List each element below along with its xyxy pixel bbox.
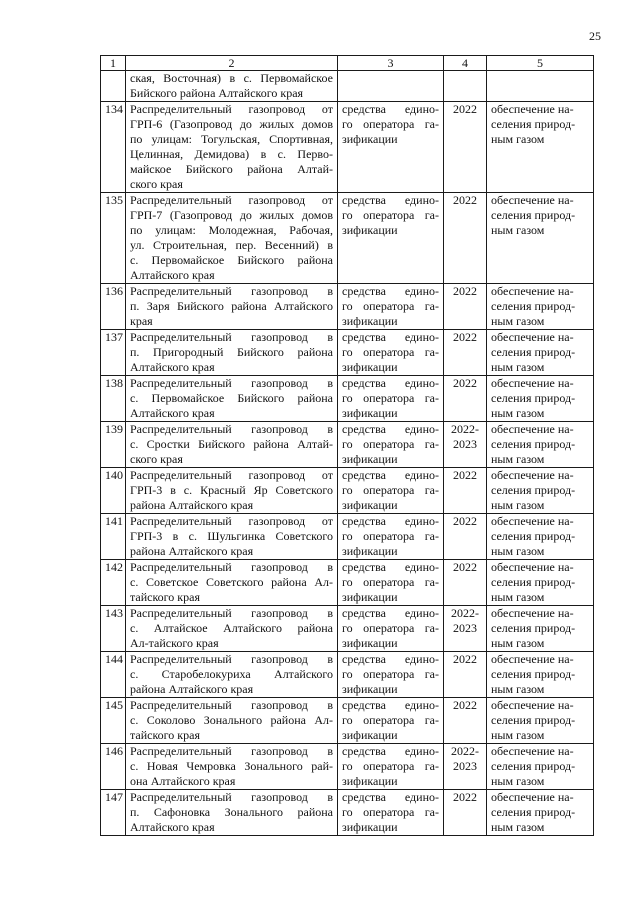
funding-source-cell: [338, 652, 444, 698]
cell-text-line: зификации: [342, 544, 398, 558]
cell-text-line: Распределительный газопровод в: [130, 698, 333, 712]
cell-text-line: обеспечение на-: [491, 652, 574, 666]
table-row: [101, 790, 594, 836]
purpose-cell: [487, 698, 594, 744]
cell-text-line: зификации: [342, 636, 398, 650]
cell-text-line: 2022-: [451, 422, 479, 436]
cell-text-line: го оператора га-: [342, 667, 439, 681]
cell-text-line: селения природ-: [491, 667, 576, 681]
cell-text-line: Распределительный газопровод в: [130, 284, 333, 298]
purpose-cell: [487, 330, 594, 376]
cell-text-line: Распределительный газопровод от: [130, 514, 333, 528]
cell-text-line: обеспечение на-: [491, 560, 574, 574]
cell-text-line: обеспечение на-: [491, 514, 574, 528]
cell-text-line: селения природ-: [491, 208, 576, 222]
year-cell: [444, 698, 487, 744]
cell-text-line: селения природ-: [491, 117, 576, 131]
cell-text-line: средства едино-: [342, 376, 439, 390]
cell-text-line: 2022: [453, 698, 477, 712]
row-number-cell: 136: [101, 284, 126, 330]
cell-text-line: 2022: [453, 376, 477, 390]
table-row: [101, 102, 594, 193]
object-name-cell: [126, 284, 338, 330]
cell-text-line: 2022: [453, 102, 477, 116]
cell-text-line: обеспечение на-: [491, 193, 574, 207]
cell-text-line: района Алтайского края: [130, 682, 254, 696]
cell-text-line: средства едино-: [342, 790, 439, 804]
row-number-cell: 140: [101, 468, 126, 514]
cell-text-line: края: [130, 314, 153, 328]
cell-text-line: го оператора га-: [342, 621, 439, 635]
row-number-cell: 142: [101, 560, 126, 606]
cell-text-line: майское Бийского района Алтай-: [130, 162, 333, 176]
cell-text-line: обеспечение на-: [491, 468, 574, 482]
object-name-cell: [126, 330, 338, 376]
object-name-cell: [126, 422, 338, 468]
cell-text-line: го оператора га-: [342, 575, 439, 589]
cell-text-line: ская, Восточная) в с. Первомайское: [130, 71, 333, 85]
cell-text-line: средства едино-: [342, 698, 439, 712]
cell-text-line: Распределительный газопровод в: [130, 652, 333, 666]
cell-text-line: ным газом: [491, 682, 545, 696]
object-name-cell: [126, 652, 338, 698]
cell-text-line: средства едино-: [342, 422, 439, 436]
cell-text-line: средства едино-: [342, 514, 439, 528]
cell-text-line: Бийского района Алтайского края: [130, 86, 304, 100]
year-cell: [444, 652, 487, 698]
row-number-cell: 147: [101, 790, 126, 836]
table-row: [101, 560, 594, 606]
cell-text-line: го оператора га-: [342, 437, 439, 451]
purpose-cell: [487, 790, 594, 836]
cell-text-line: 2023: [453, 437, 477, 451]
cell-text-line: с. Сростки Бийского района Алтай-: [130, 437, 333, 451]
header-row: [101, 56, 594, 71]
cell-text-line: 2023: [453, 621, 477, 635]
cell-text-line: ным газом: [491, 406, 545, 420]
year-cell: [444, 102, 487, 193]
row-number-cell: 139: [101, 422, 126, 468]
cell-text-line: зификации: [342, 590, 398, 604]
column-header: 1: [101, 56, 126, 71]
cell-text-line: ского края: [130, 452, 183, 466]
cell-text-line: ным газом: [491, 590, 545, 604]
cell-text-line: Распределительный газопровод в: [130, 422, 333, 436]
cell-text-line: 2022: [453, 560, 477, 574]
row-number-cell: 137: [101, 330, 126, 376]
funding-source-cell: [338, 193, 444, 284]
funding-source-cell: [338, 744, 444, 790]
cell-text-line: 2022-: [451, 606, 479, 620]
cell-text-line: с. Советское Советского района Ал-: [130, 575, 333, 589]
cell-text-line: селения природ-: [491, 391, 576, 405]
cell-text-line: ГРП-3 в с. Шульгинка Советского: [130, 529, 333, 543]
row-number-cell: [101, 71, 126, 102]
table-row: [101, 71, 594, 102]
row-number-cell: 145: [101, 698, 126, 744]
cell-text-line: ГРП-7 (Газопровод до жилых домов: [130, 208, 333, 222]
cell-text-line: зификации: [342, 314, 398, 328]
cell-text-line: Алтайского края: [130, 268, 215, 282]
cell-text-line: Ал-тайского края: [130, 636, 219, 650]
cell-text-line: п. Сафоновка Зонального района: [130, 805, 333, 819]
cell-text-line: селения природ-: [491, 299, 576, 313]
cell-text-line: п. Пригородный Бийского района: [130, 345, 333, 359]
cell-text-line: селения природ-: [491, 345, 576, 359]
cell-text-line: района Алтайского края: [130, 498, 254, 512]
cell-text-line: селения природ-: [491, 437, 576, 451]
cell-text-line: с. Соколово Зонального района Ал-: [130, 713, 333, 727]
purpose-cell: [487, 652, 594, 698]
cell-text-line: с. Старобелокуриха Алтайского: [130, 667, 333, 681]
year-cell: [444, 606, 487, 652]
cell-text-line: 2022-: [451, 744, 479, 758]
year-cell: [444, 376, 487, 422]
cell-text-line: средства едино-: [342, 606, 439, 620]
cell-text-line: обеспечение на-: [491, 744, 574, 758]
cell-text-line: зификации: [342, 132, 398, 146]
year-cell: [444, 330, 487, 376]
object-name-cell: [126, 698, 338, 744]
cell-text-line: го оператора га-: [342, 805, 439, 819]
funding-source-cell: [338, 71, 444, 102]
cell-text-line: Распределительный газопровод в: [130, 606, 333, 620]
cell-text-line: средства едино-: [342, 193, 439, 207]
purpose-cell: [487, 102, 594, 193]
cell-text-line: селения природ-: [491, 759, 576, 773]
cell-text-line: обеспечение на-: [491, 422, 574, 436]
cell-text-line: 2022: [453, 652, 477, 666]
cell-text-line: зификации: [342, 406, 398, 420]
page-number: 25: [589, 29, 601, 43]
table-row: [101, 698, 594, 744]
cell-text-line: ным газом: [491, 774, 545, 788]
object-name-cell: [126, 102, 338, 193]
cell-text-line: зификации: [342, 498, 398, 512]
cell-text-line: ным газом: [491, 636, 545, 650]
cell-text-line: ным газом: [491, 132, 545, 146]
table-body: [101, 71, 594, 836]
object-name-cell: [126, 468, 338, 514]
cell-text-line: с. Первомайское Бийского района: [130, 253, 333, 267]
cell-text-line: ным газом: [491, 498, 545, 512]
row-number-cell: 135: [101, 193, 126, 284]
purpose-cell: [487, 422, 594, 468]
cell-text-line: 2022: [453, 468, 477, 482]
cell-text-line: ным газом: [491, 360, 545, 374]
object-name-cell: [126, 193, 338, 284]
row-number-cell: 141: [101, 514, 126, 560]
funding-source-cell: [338, 790, 444, 836]
cell-text-line: 2023: [453, 759, 477, 773]
cell-text-line: селения природ-: [491, 713, 576, 727]
row-number-cell: 146: [101, 744, 126, 790]
cell-text-line: с. Алтайское Алтайского района: [130, 621, 333, 635]
cell-text-line: с. Новая Чемровка Зонального рай-: [130, 759, 333, 773]
cell-text-line: обеспечение на-: [491, 284, 574, 298]
table-header: [101, 56, 594, 71]
cell-text-line: ул. Строительная, пер. Весенний) в: [130, 238, 333, 252]
column-header: 5: [487, 56, 594, 71]
cell-text-line: зификации: [342, 682, 398, 696]
object-name-cell: [126, 71, 338, 102]
cell-text-line: Распределительный газопровод в: [130, 376, 333, 390]
cell-text-line: по улицам: Молодежная, Рабочая,: [130, 223, 333, 237]
cell-text-line: Распределительный газопровод в: [130, 330, 333, 344]
cell-text-line: по улицам: Тогульская, Спортивная,: [130, 132, 333, 146]
cell-text-line: тайского края: [130, 728, 200, 742]
year-cell: [444, 193, 487, 284]
cell-text-line: 2022: [453, 790, 477, 804]
table-row: [101, 193, 594, 284]
cell-text-line: обеспечение на-: [491, 376, 574, 390]
cell-text-line: Распределительный газопровод в: [130, 744, 333, 758]
cell-text-line: го оператора га-: [342, 208, 439, 222]
year-cell: [444, 284, 487, 330]
table-row: [101, 606, 594, 652]
cell-text-line: средства едино-: [342, 102, 439, 116]
row-number-cell: 144: [101, 652, 126, 698]
cell-text-line: зификации: [342, 223, 398, 237]
cell-text-line: обеспечение на-: [491, 330, 574, 344]
cell-text-line: Распределительный газопровод от: [130, 468, 333, 482]
cell-text-line: го оператора га-: [342, 345, 439, 359]
table-row: [101, 376, 594, 422]
cell-text-line: она Алтайского края: [130, 774, 236, 788]
cell-text-line: п. Заря Бийского района Алтайского: [130, 299, 333, 313]
cell-text-line: 2022: [453, 284, 477, 298]
table-row: [101, 330, 594, 376]
row-number-cell: 134: [101, 102, 126, 193]
column-header: 3: [338, 56, 444, 71]
cell-text-line: го оператора га-: [342, 529, 439, 543]
cell-text-line: ным газом: [491, 544, 545, 558]
object-name-cell: [126, 514, 338, 560]
cell-text-line: селения природ-: [491, 805, 576, 819]
cell-text-line: средства едино-: [342, 652, 439, 666]
cell-text-line: обеспечение на-: [491, 790, 574, 804]
year-cell: [444, 422, 487, 468]
cell-text-line: 2022: [453, 193, 477, 207]
object-name-cell: [126, 790, 338, 836]
cell-text-line: селения природ-: [491, 575, 576, 589]
cell-text-line: ным газом: [491, 728, 545, 742]
year-cell: [444, 468, 487, 514]
cell-text-line: ского края: [130, 177, 183, 191]
object-name-cell: [126, 376, 338, 422]
purpose-cell: [487, 744, 594, 790]
funding-source-cell: [338, 560, 444, 606]
cell-text-line: го оператора га-: [342, 299, 439, 313]
cell-text-line: зификации: [342, 360, 398, 374]
table-row: [101, 468, 594, 514]
funding-source-cell: [338, 284, 444, 330]
cell-text-line: района Алтайского края: [130, 544, 254, 558]
cell-text-line: средства едино-: [342, 560, 439, 574]
cell-text-line: зификации: [342, 820, 398, 834]
row-number-cell: 138: [101, 376, 126, 422]
year-cell: [444, 744, 487, 790]
object-name-cell: [126, 560, 338, 606]
cell-text-line: тайского края: [130, 590, 200, 604]
year-cell: [444, 790, 487, 836]
gas-pipeline-table: [100, 55, 594, 836]
cell-text-line: Распределительный газопровод от: [130, 102, 333, 116]
cell-text-line: обеспечение на-: [491, 606, 574, 620]
cell-text-line: го оператора га-: [342, 117, 439, 131]
cell-text-line: ГРП-6 (Газопровод до жилых домов: [130, 117, 333, 131]
cell-text-line: Алтайского края: [130, 406, 215, 420]
cell-text-line: Алтайского края: [130, 820, 215, 834]
purpose-cell: [487, 560, 594, 606]
cell-text-line: средства едино-: [342, 284, 439, 298]
year-cell: [444, 514, 487, 560]
cell-text-line: зификации: [342, 728, 398, 742]
cell-text-line: ным газом: [491, 314, 545, 328]
cell-text-line: средства едино-: [342, 330, 439, 344]
cell-text-line: ным газом: [491, 820, 545, 834]
cell-text-line: го оператора га-: [342, 759, 439, 773]
table-row: [101, 744, 594, 790]
cell-text-line: Распределительный газопровод в: [130, 560, 333, 574]
cell-text-line: 2022: [453, 330, 477, 344]
funding-source-cell: [338, 606, 444, 652]
purpose-cell: [487, 71, 594, 102]
cell-text-line: селения природ-: [491, 621, 576, 635]
cell-text-line: зификации: [342, 452, 398, 466]
table-row: [101, 284, 594, 330]
purpose-cell: [487, 468, 594, 514]
column-header: 2: [126, 56, 338, 71]
cell-text-line: Целинная, Демидова) в с. Перво-: [130, 147, 333, 161]
table-row: [101, 652, 594, 698]
cell-text-line: селения природ-: [491, 529, 576, 543]
purpose-cell: [487, 193, 594, 284]
cell-text-line: ным газом: [491, 452, 545, 466]
funding-source-cell: [338, 698, 444, 744]
purpose-cell: [487, 606, 594, 652]
cell-text-line: средства едино-: [342, 744, 439, 758]
object-name-cell: [126, 744, 338, 790]
table-row: [101, 422, 594, 468]
table-row: [101, 514, 594, 560]
funding-source-cell: [338, 376, 444, 422]
funding-source-cell: [338, 468, 444, 514]
cell-text-line: Распределительный газопровод от: [130, 193, 333, 207]
object-name-cell: [126, 606, 338, 652]
funding-source-cell: [338, 330, 444, 376]
funding-source-cell: [338, 102, 444, 193]
purpose-cell: [487, 376, 594, 422]
year-cell: [444, 560, 487, 606]
cell-text-line: с. Первомайское Бийского района: [130, 391, 333, 405]
cell-text-line: средства едино-: [342, 468, 439, 482]
purpose-cell: [487, 284, 594, 330]
cell-text-line: обеспечение на-: [491, 698, 574, 712]
cell-text-line: го оператора га-: [342, 713, 439, 727]
cell-text-line: ным газом: [491, 223, 545, 237]
cell-text-line: обеспечение на-: [491, 102, 574, 116]
cell-text-line: го оператора га-: [342, 391, 439, 405]
cell-text-line: 2022: [453, 514, 477, 528]
cell-text-line: селения природ-: [491, 483, 576, 497]
cell-text-line: зификации: [342, 774, 398, 788]
purpose-cell: [487, 514, 594, 560]
funding-source-cell: [338, 514, 444, 560]
year-cell: [444, 71, 487, 102]
cell-text-line: Распределительный газопровод в: [130, 790, 333, 804]
cell-text-line: Алтайского края: [130, 360, 215, 374]
row-number-cell: 143: [101, 606, 126, 652]
cell-text-line: ГРП-3 в с. Красный Яр Советского: [130, 483, 333, 497]
cell-text-line: го оператора га-: [342, 483, 439, 497]
funding-source-cell: [338, 422, 444, 468]
column-header: 4: [444, 56, 487, 71]
